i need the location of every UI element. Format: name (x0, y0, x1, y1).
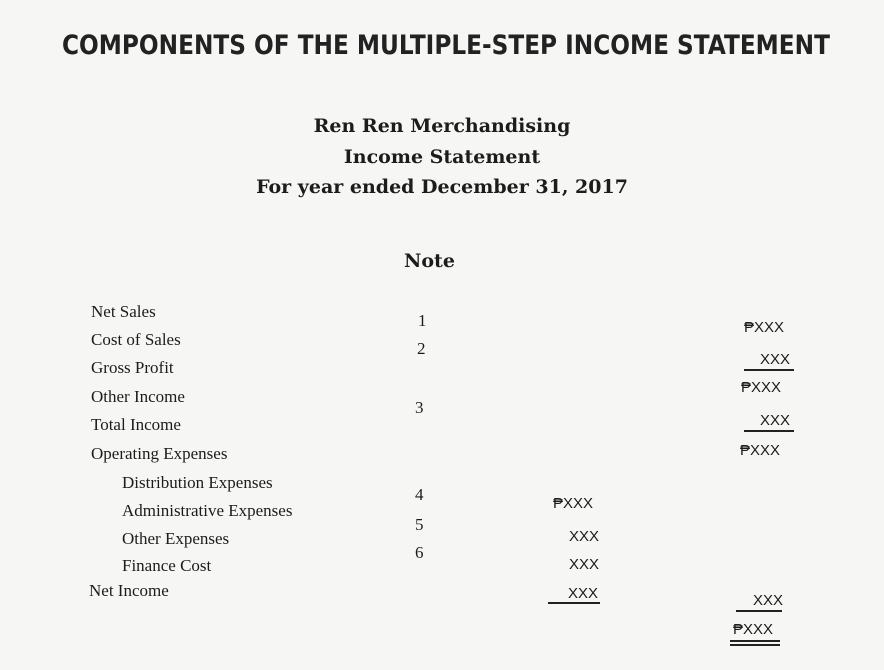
row-label-gross-profit: Gross Profit (91, 358, 174, 377)
row-label-distribution-expenses: Distribution Expenses (122, 473, 273, 492)
underline-other-income (744, 430, 794, 432)
row-label-administrative-expenses: Administrative Expenses (122, 501, 293, 520)
row-label-cost-of-sales: Cost of Sales (91, 330, 181, 349)
underline-finance-cost (548, 602, 600, 604)
note-distribution-expenses: 4 (415, 485, 424, 504)
amount-net-sales: ₱XXX (744, 319, 785, 336)
statement-period: For year ended December 31, 2017 (256, 176, 628, 198)
page-title: COMPONENTS OF THE MULTIPLE-STEP INCOME STATEMENT (62, 30, 830, 61)
row-label-operating-expenses: Operating Expenses (91, 444, 228, 463)
row-label-total-income: Total Income (91, 415, 181, 434)
amount-finance-cost: XXX (568, 585, 599, 602)
amount-gross-profit: ₱XXX (741, 379, 782, 396)
amount-other-income: XXX (760, 412, 791, 429)
row-label-net-sales: Net Sales (91, 302, 156, 321)
note-column-header: Note (404, 250, 455, 272)
underline-total-operating-expenses (736, 610, 782, 612)
note-administrative-expenses: 5 (415, 515, 424, 534)
row-label-other-expenses: Other Expenses (122, 529, 230, 548)
amount-cost-of-sales: XXX (760, 351, 791, 368)
amount-total-income: ₱XXX (740, 442, 781, 459)
double-underline-net-income-top (730, 640, 780, 642)
amount-distribution-expenses: ₱XXX (553, 495, 594, 512)
row-label-net-income: Net Income (89, 581, 169, 600)
amount-net-income: ₱XXX (733, 621, 774, 638)
amount-total-operating-expenses: XXX (753, 592, 784, 609)
row-label-finance-cost: Finance Cost (122, 556, 212, 575)
note-net-sales: 1 (418, 311, 427, 330)
double-underline-net-income-bottom (730, 644, 780, 646)
note-other-income: 3 (415, 398, 424, 417)
amount-administrative-expenses: XXX (569, 528, 600, 545)
note-cost-of-sales: 2 (417, 339, 426, 358)
amount-other-expenses: XXX (569, 556, 600, 573)
company-name: Ren Ren Merchandising (313, 115, 571, 137)
note-other-expenses: 6 (415, 543, 424, 562)
statement-name: Income Statement (343, 146, 541, 168)
underline-cost-of-sales (744, 369, 794, 371)
row-label-other-income: Other Income (91, 387, 185, 406)
